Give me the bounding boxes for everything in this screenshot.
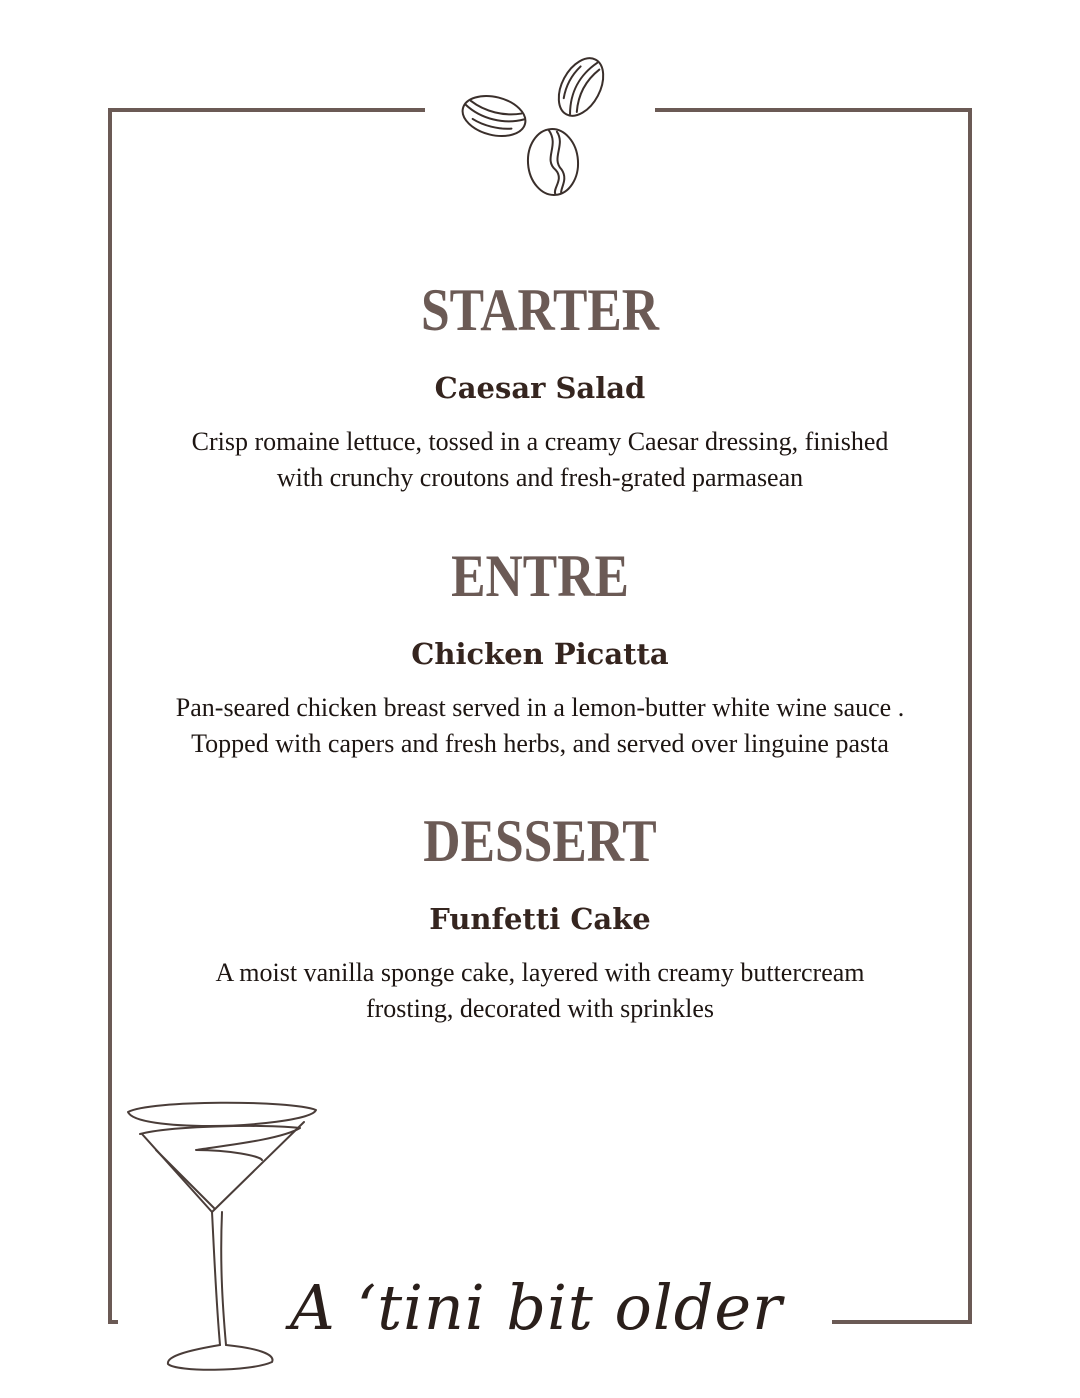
dish-name: Caesar Salad bbox=[434, 371, 646, 405]
dish-name: Chicken Picatta bbox=[411, 637, 669, 671]
tagline: A ‘tini bit older bbox=[290, 1271, 783, 1344]
section-heading: STARTER bbox=[420, 277, 660, 343]
dish-description bbox=[120, 690, 960, 762]
description-line: Pan-seared chicken breast served in a lemon-butter white wine sauce . bbox=[175, 693, 905, 722]
coffee-beans-icon bbox=[458, 51, 612, 197]
description-line: Topped with capers and fresh herbs, and served over linguine pasta bbox=[191, 729, 889, 758]
menu-section-dessert bbox=[110, 809, 970, 1027]
description-line: frosting, decorated with sprinkles bbox=[365, 994, 715, 1023]
description-line: with crunchy croutons and fresh-grated parmasean bbox=[276, 463, 804, 492]
dish-name: Funfetti Cake bbox=[429, 902, 651, 936]
menu-section-entre bbox=[110, 544, 970, 762]
martini-glass-icon bbox=[128, 1103, 316, 1370]
dish-description bbox=[120, 955, 960, 1027]
description-line: Crisp romaine lettuce, tossed in a creamy Caesar dressing, finished bbox=[191, 427, 889, 456]
dish-description bbox=[120, 424, 960, 496]
menu-section-starter bbox=[110, 278, 970, 496]
section-heading: ENTRE bbox=[451, 543, 629, 609]
section-heading: DESSERT bbox=[423, 808, 657, 874]
description-line: A moist vanilla sponge cake, layered with creamy buttercream bbox=[215, 958, 865, 987]
